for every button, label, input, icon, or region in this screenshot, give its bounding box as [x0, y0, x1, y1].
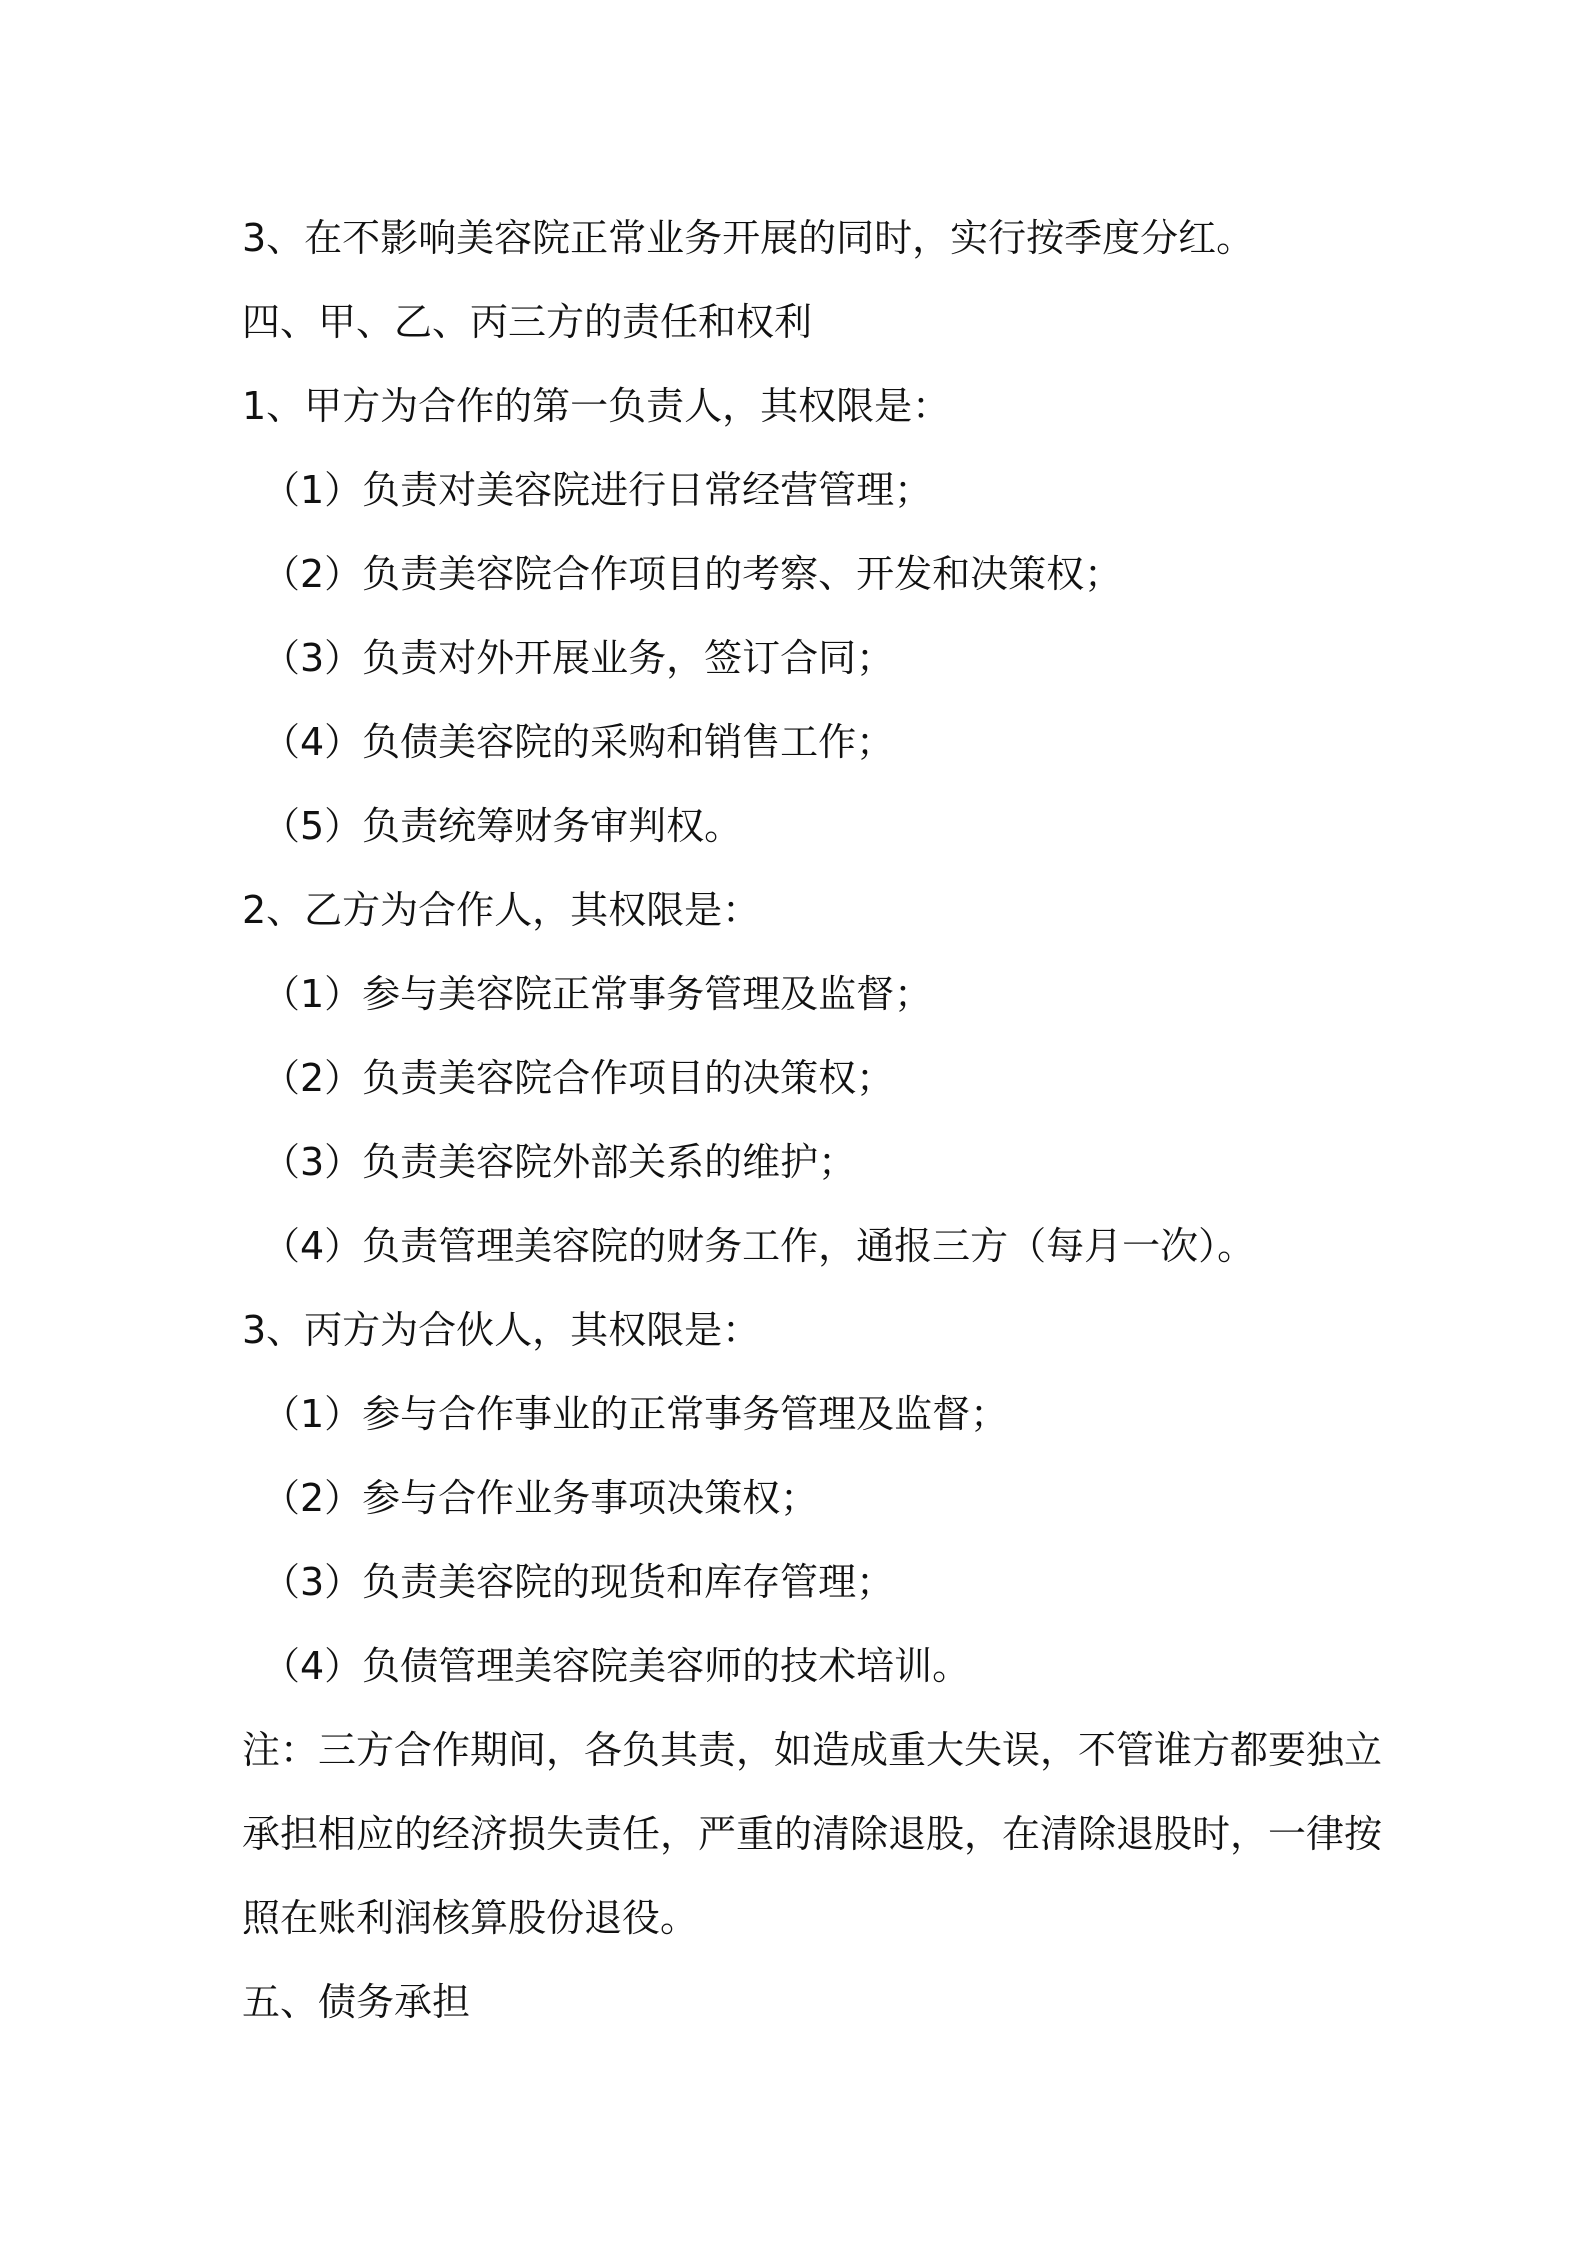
- party-c-item-4: （4）负债管理美容院美容师的技术培训。: [262, 1644, 971, 1688]
- document-body: [242, 196, 1383, 2044]
- section-5-heading: 五、债务承担: [242, 1980, 471, 2024]
- note-line-1: 注：三方合作期间，各负其责，如造成重大失误，不管谁方都要独立: [242, 1728, 1383, 1772]
- party-a-item-2: （2）负责美容院合作项目的考察、开发和决策权；: [262, 552, 1123, 596]
- party-c-item-2: （2）参与合作业务事项决策权；: [262, 1476, 819, 1520]
- note-line-2: 承担相应的经济损失责任，严重的清除退股，在清除退股时，一律按: [242, 1812, 1383, 1856]
- party-a-item-3: （3）负责对外开展业务，签订合同；: [262, 636, 895, 680]
- party-c-item-3: （3）负责美容院的现货和库存管理；: [262, 1560, 895, 1604]
- party-a-item-4: （4）负债美容院的采购和销售工作；: [262, 720, 895, 764]
- party-b-item-2: （2）负责美容院合作项目的决策权；: [262, 1056, 895, 1100]
- party-a-item-1: （1）负责对美容院进行日常经营管理；: [262, 468, 933, 512]
- clause-3-dividend: 3、在不影响美容院正常业务开展的同时，实行按季度分红。: [242, 216, 1255, 260]
- section-4-heading: 四、甲、乙、丙三方的责任和权利: [242, 300, 813, 344]
- party-b-heading: 2、乙方为合作人，其权限是：: [242, 888, 761, 932]
- party-c-heading: 3、丙方为合伙人，其权限是：: [242, 1308, 761, 1352]
- party-a-item-5: （5）负责统筹财务审判权。: [262, 804, 743, 848]
- note-line-3: 照在账利润核算股份退役。: [242, 1896, 699, 1940]
- party-c-item-1: （1）参与合作事业的正常事务管理及监督；: [262, 1392, 1009, 1436]
- party-a-heading: 1、甲方为合作的第一负责人，其权限是：: [242, 384, 951, 428]
- party-b-item-4: （4）负责管理美容院的财务工作，通报三方（每月一次）。: [262, 1224, 1256, 1268]
- party-b-item-1: （1）参与美容院正常事务管理及监督；: [262, 972, 933, 1016]
- party-b-item-3: （3）负责美容院外部关系的维护；: [262, 1140, 857, 1184]
